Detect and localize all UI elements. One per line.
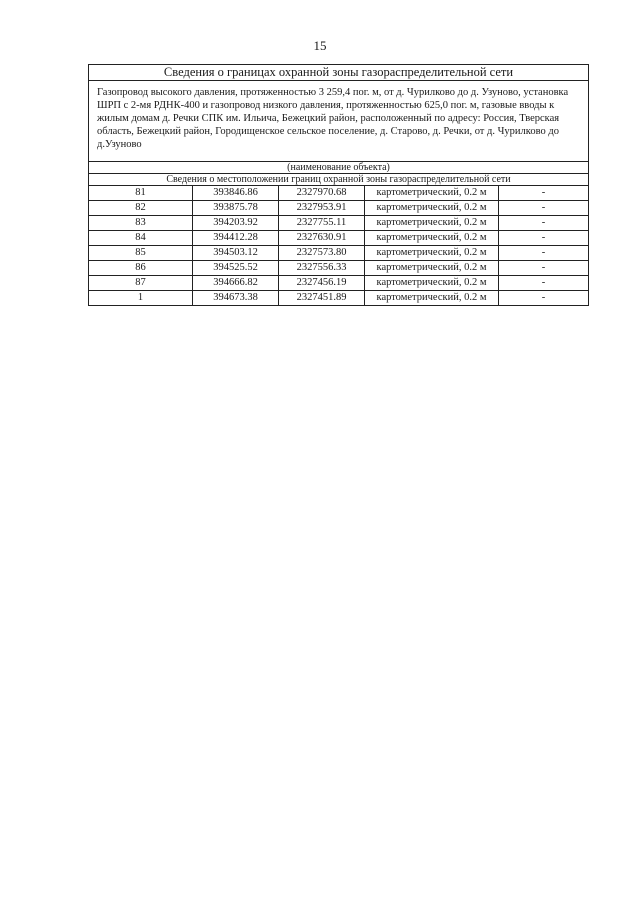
point-number: 84	[89, 231, 193, 246]
table-row	[89, 201, 589, 216]
coordinate-x: 393846.86	[193, 186, 279, 201]
table-row	[89, 261, 589, 276]
coordinate-x: 394525.52	[193, 261, 279, 276]
coordinate-y: 2327556.33	[279, 261, 365, 276]
coordinate-x: 394412.28	[193, 231, 279, 246]
method-cell: картометрический, 0.2 м	[365, 231, 499, 246]
point-number: 87	[89, 276, 193, 291]
table-row	[89, 246, 589, 261]
note-cell: -	[499, 186, 589, 201]
object-description: Газопровод высокого давления, протяженностью 3 259,4 пог. м, от д. Чурилково до д. Узуново, установка ШРП с 2-мя РДНК-400 и газопровод низкого давления, протяженностью 625,0 пог. м, газовые вводы к жилым домам д. Речки СПК им. Ильича, Бежецкий район, расположенный по адресу: Россия, Тверская область, Бежецкий район, Городищенское сельское поселение, д. Старово, д. Речки, от д. Чурилково до д.Узуново	[89, 81, 589, 162]
point-number: 85	[89, 246, 193, 261]
point-number: 83	[89, 216, 193, 231]
method-cell: картометрический, 0.2 м	[365, 276, 499, 291]
table-row	[89, 216, 589, 231]
method-cell: картометрический, 0.2 м	[365, 261, 499, 276]
section-title: Сведения о местоположении границ охранной зоны газораспределительной сети	[89, 174, 589, 186]
table-row	[89, 276, 589, 291]
table-row	[89, 231, 589, 246]
note-cell: -	[499, 276, 589, 291]
coordinate-x: 393875.78	[193, 201, 279, 216]
note-cell: -	[499, 291, 589, 306]
coordinate-y: 2327630.91	[279, 231, 365, 246]
table-row	[89, 186, 589, 201]
coordinate-x: 394666.82	[193, 276, 279, 291]
coordinate-y: 2327953.91	[279, 201, 365, 216]
point-number: 82	[89, 201, 193, 216]
note-cell: -	[499, 231, 589, 246]
point-number: 86	[89, 261, 193, 276]
note-cell: -	[499, 201, 589, 216]
coordinate-y: 2327456.19	[279, 276, 365, 291]
coordinate-y: 2327451.89	[279, 291, 365, 306]
method-cell: картометрический, 0.2 м	[365, 246, 499, 261]
table-title: Сведения о границах охранной зоны газораспределительной сети	[89, 65, 589, 81]
point-number: 81	[89, 186, 193, 201]
method-cell: картометрический, 0.2 м	[365, 186, 499, 201]
coordinate-y: 2327970.68	[279, 186, 365, 201]
page-number: 15	[313, 38, 327, 53]
note-cell: -	[499, 246, 589, 261]
note-cell: -	[499, 261, 589, 276]
coordinate-x: 394673.38	[193, 291, 279, 306]
coordinate-x: 394503.12	[193, 246, 279, 261]
method-cell: картометрический, 0.2 м	[365, 201, 499, 216]
method-cell: картометрический, 0.2 м	[365, 216, 499, 231]
boundary-table	[88, 64, 589, 306]
table-row	[89, 291, 589, 306]
coordinate-y: 2327573.80	[279, 246, 365, 261]
coordinate-y: 2327755.11	[279, 216, 365, 231]
method-cell: картометрический, 0.2 м	[365, 291, 499, 306]
object-caption: (наименование объекта)	[89, 162, 589, 174]
point-number: 1	[89, 291, 193, 306]
coordinate-x: 394203.92	[193, 216, 279, 231]
note-cell: -	[499, 216, 589, 231]
